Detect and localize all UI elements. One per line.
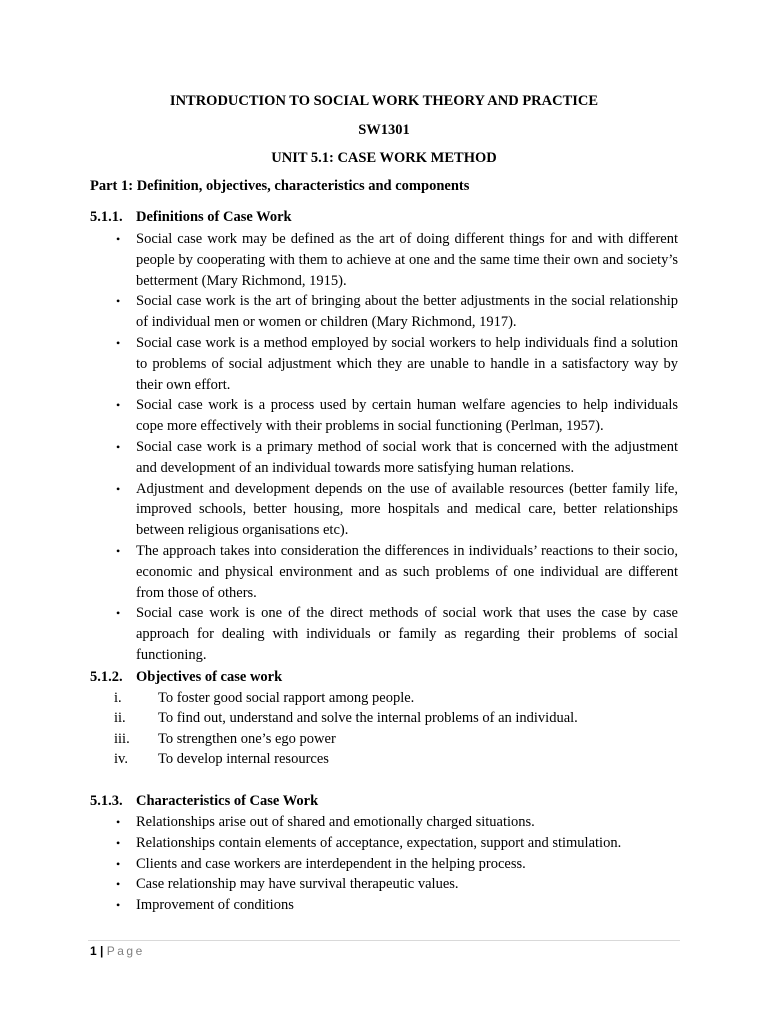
unit-title: UNIT 5.1: CASE WORK METHOD (271, 150, 497, 166)
section-number: 5.1.2. (90, 669, 123, 685)
objectives-list (0, 688, 768, 770)
list-item (0, 895, 768, 916)
list-item-text: Social case work may be defined as the art of doing different things for and with different people by cooperating with them to achieve at one and the same time their own and society’s betterment (Mary Richmond, 1915). (136, 231, 678, 289)
bullet-icon: • (116, 294, 121, 309)
list-item-text: Clients and case workers are interdependent in the helping process. (136, 855, 526, 872)
page-number: 1 (90, 944, 97, 958)
list-item-text: Adjustment and development depends on the use of available resources (better family life, improved schools, better housing, more hospitals and medical care, better relationships between religious organisations etc). (136, 480, 678, 539)
list-item-text: Social case work is one of the direct methods of social work that uses the case by case approach for dealing with individuals or family as regarding their problems of social functioning. (136, 605, 678, 663)
list-item (0, 833, 768, 854)
list-item (0, 395, 768, 437)
list-item (0, 291, 768, 333)
list-item (0, 708, 768, 728)
list-item (0, 229, 768, 291)
bullet-icon: • (116, 398, 121, 413)
list-marker: iv. (114, 751, 128, 768)
list-item (0, 854, 768, 875)
bullet-icon: • (116, 439, 121, 454)
section-title: Objectives of case work (136, 669, 283, 685)
list-item-text: Relationships contain elements of acceptance, expectation, support and stimulation. (136, 834, 622, 851)
page-label: Page (106, 944, 145, 958)
bullet-icon: • (116, 481, 121, 496)
section-heading-objectives (90, 668, 282, 686)
part-heading: Part 1: Definition, objectives, characteristics and components (90, 178, 470, 194)
section-number: 5.1.1. (90, 209, 123, 225)
list-item-text: Case relationship may have survival therapeutic values. (136, 876, 459, 893)
list-item (0, 729, 768, 749)
list-item-text: Social case work is a process used by certain human welfare agencies to help individuals cope more effectively with their problems in social functioning (Perlman, 1957). (136, 397, 678, 435)
footer-divider (88, 940, 680, 941)
course-code: SW1301 (358, 122, 410, 138)
section-title: Definitions of Case Work (136, 209, 292, 225)
list-item-text: Social case work is a method employed by social workers to help individuals find a solution to problems of social adjustment which they are unable to handle in a satisfactory way by their own effort. (136, 334, 678, 393)
list-item (0, 333, 768, 395)
document-title: INTRODUCTION TO SOCIAL WORK THEORY AND PRACTICE (169, 93, 599, 109)
list-item-text: Improvement of conditions (136, 897, 294, 914)
list-item (0, 479, 768, 541)
section-title: Characteristics of Case Work (136, 793, 319, 809)
section-number: 5.1.3. (90, 793, 123, 809)
list-item-text: Social case work is the art of bringing about the better adjustments in the social relationship of individual men or women or children (Mary Richmond, 1917). (136, 293, 678, 331)
page-footer (90, 944, 145, 959)
list-item (0, 603, 768, 665)
list-item (0, 812, 768, 833)
list-item-text: To strengthen one’s ego power (158, 730, 336, 747)
list-marker: ii. (114, 710, 126, 727)
section-heading-definitions (90, 208, 292, 226)
list-item (0, 688, 768, 708)
bullet-icon: • (116, 856, 121, 871)
list-item-text: To develop internal resources (158, 751, 329, 768)
list-marker: i. (114, 690, 122, 706)
bullet-icon: • (116, 606, 121, 621)
list-item (0, 541, 768, 603)
list-item (0, 437, 768, 479)
list-item-text: To find out, understand and solve the internal problems of an individual. (158, 710, 578, 727)
bullet-icon: • (116, 335, 121, 350)
characteristics-list (0, 812, 768, 916)
bullet-icon: • (116, 815, 121, 829)
bullet-icon: • (116, 877, 121, 892)
definitions-list (0, 229, 768, 666)
section-heading-characteristics (90, 792, 318, 810)
bullet-icon: • (116, 835, 121, 850)
bullet-icon: • (116, 543, 121, 558)
list-item-text: To foster good social rapport among people. (158, 690, 415, 706)
list-marker: iii. (114, 730, 130, 747)
list-item-text: The approach takes into consideration the differences in individuals’ reactions to their socio, economic and physical environment and as such problems of one individual are different from those of others. (136, 542, 678, 601)
list-item-text: Social case work is a primary method of social work that is concerned with the adjustment and development of an individual towards more satisfying human relations. (136, 438, 678, 476)
list-item-text: Relationships arise out of shared and emotionally charged situations. (136, 814, 535, 830)
footer-separator: | (100, 944, 104, 958)
list-item (0, 749, 768, 769)
bullet-icon: • (116, 232, 121, 246)
bullet-icon: • (116, 898, 121, 913)
list-item (0, 874, 768, 895)
